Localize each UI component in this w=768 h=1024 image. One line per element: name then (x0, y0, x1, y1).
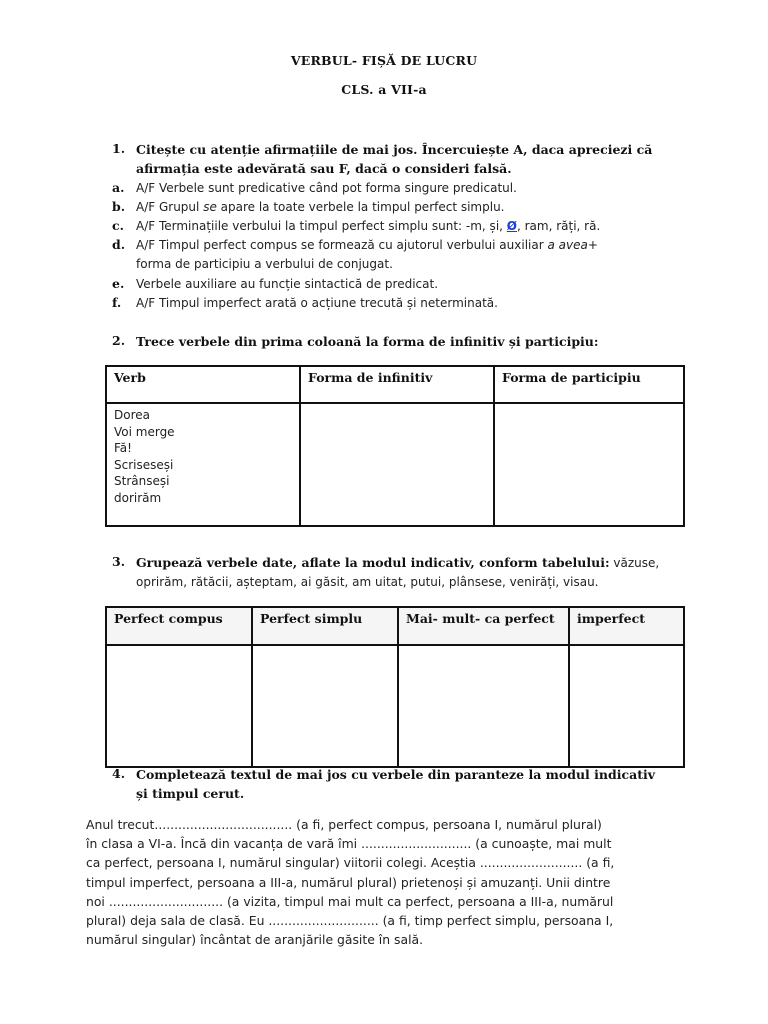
paragraph-line: timpul imperfect, persoana a III-a, numărul plural) prietenoși și amuzanți. Unii dintre (86, 874, 611, 890)
empty-set-symbol: Ø (506, 219, 517, 233)
item-text: A/F Timpul imperfect arată o acțiune trecută și neterminată. (136, 296, 498, 310)
item-letter: f. (112, 295, 122, 310)
item-text: A/F Timpul perfect compus se formează cu ajutorul verbului auxiliar a avea+ (136, 238, 598, 252)
q1-number: 1. (112, 141, 126, 156)
item-letter: b. (112, 199, 126, 214)
header-mai-mult-ca-perfect: Mai- mult- ca perfect (398, 607, 569, 645)
q4-instruction (136, 765, 676, 803)
header-imperfect: imperfect (569, 607, 684, 645)
item-letter: a. (112, 180, 125, 195)
q1-item-e (112, 274, 438, 293)
fill-in-paragraph (86, 815, 686, 949)
q3-instruction (136, 553, 696, 592)
q1-item-d-continuation: forma de participiu a verbului de conjugat. (136, 257, 393, 271)
item-letter: d. (112, 237, 126, 252)
verb-list-cell (106, 403, 300, 526)
q4-number: 4. (112, 766, 126, 781)
table-row (106, 403, 684, 526)
item-text: Verbele auxiliare au funcție sintactică de predicat. (136, 277, 439, 291)
paragraph-line: numărul singular) încântat de aranjările găsite în sală. (86, 932, 424, 948)
verb-item: Strânseși (114, 474, 170, 488)
header-verb: Verb (106, 366, 300, 403)
verb-item: Fă! (114, 441, 132, 455)
q3-number: 3. (112, 554, 126, 569)
header-perfect-simplu: Perfect simplu (252, 607, 398, 645)
infinitive-participle-table (105, 365, 685, 527)
perfect-compus-cell[interactable] (106, 645, 252, 767)
tenses-table (105, 606, 685, 768)
header-participle: Forma de participiu (494, 366, 684, 403)
q1-line1: Citește cu atenție afirmațiile de mai jos. Încercuiește A, daca apreciezi că (136, 142, 653, 157)
mai-mult-ca-perfect-cell[interactable] (398, 645, 569, 767)
q1-item-d (112, 235, 598, 254)
participle-answer-cell[interactable] (494, 403, 684, 526)
q1-item-c (112, 216, 600, 235)
verb-item: Dorea (114, 408, 150, 422)
q1-line2: afirmația este adevărată sau F, dacă o consideri falsă. (136, 161, 512, 176)
paragraph-line: în clasa a VI-a. Încă din vacanța de vară îmi ............................ (a cunoaște, mai mult (86, 836, 612, 852)
q1-item-f (112, 293, 498, 312)
q4-line1: Completează textul de mai jos cu verbele din paranteze la modul indicativ (136, 767, 655, 782)
perfect-simplu-cell[interactable] (252, 645, 398, 767)
class-label: CLS. a VII-a (341, 82, 427, 97)
imperfect-cell[interactable] (569, 645, 684, 767)
header-perfect-compus: Perfect compus (106, 607, 252, 645)
q2-instruction: Trece verbele din prima coloană la forma de infinitiv și participiu: (136, 334, 599, 349)
paragraph-line: ca perfect, persoana I, numărul singular) viitorii colegi. Aceștia .......................... (a fi, (86, 855, 615, 871)
paragraph-line: plural) deja sala de clasă. Eu ............................ (a fi, timp perfect simplu, persoana I, (86, 912, 614, 928)
table-header-row (106, 607, 684, 645)
verb-item: Scriseseși (114, 457, 174, 472)
q4-line2: și timpul cerut. (136, 786, 245, 801)
paragraph-line: noi ............................. (a vizita, timpul mai mult ca perfect, persoana a III-a, numărul (86, 893, 614, 909)
q3-bold-text: Grupează verbele date, aflate la modul indicativ, conform tabelului: (136, 555, 610, 570)
header-infinitive: Forma de infinitiv (300, 366, 494, 403)
q1-instruction (136, 140, 676, 178)
q2-number: 2. (112, 333, 126, 348)
item-text: A/F Grupul se apare la toate verbele la timpul perfect simplu. (136, 200, 505, 214)
table-row (106, 645, 684, 767)
item-text: A/F Terminațiile verbului la timpul perfect simplu sunt: -m, și, Ø, ram, răți, ră. (136, 219, 601, 233)
q1-item-a (112, 178, 517, 197)
verb-item: dorirăm (114, 490, 162, 505)
q3-verbs-part1: văzuse, (609, 556, 660, 570)
table-header-row (106, 366, 684, 403)
item-text: A/F Verbele sunt predicative când pot forma singure predicatul. (136, 181, 517, 195)
item-letter: e. (112, 276, 125, 291)
q1-item-b (112, 197, 505, 216)
page-title: VERBUL- FIȘĂ DE LUCRU (290, 53, 478, 68)
item-letter: c. (112, 218, 124, 233)
paragraph-line: Anul trecut................................... (a fi, perfect compus, persoana I, numărul plural) (86, 817, 602, 832)
infinitive-answer-cell[interactable] (300, 403, 494, 526)
q3-verbs-part2: oprirăm, rătăcii, așteptam, ai găsit, am uitat, putui, plânsese, venirăți, visau. (136, 575, 599, 589)
verb-item: Voi merge (114, 424, 175, 439)
